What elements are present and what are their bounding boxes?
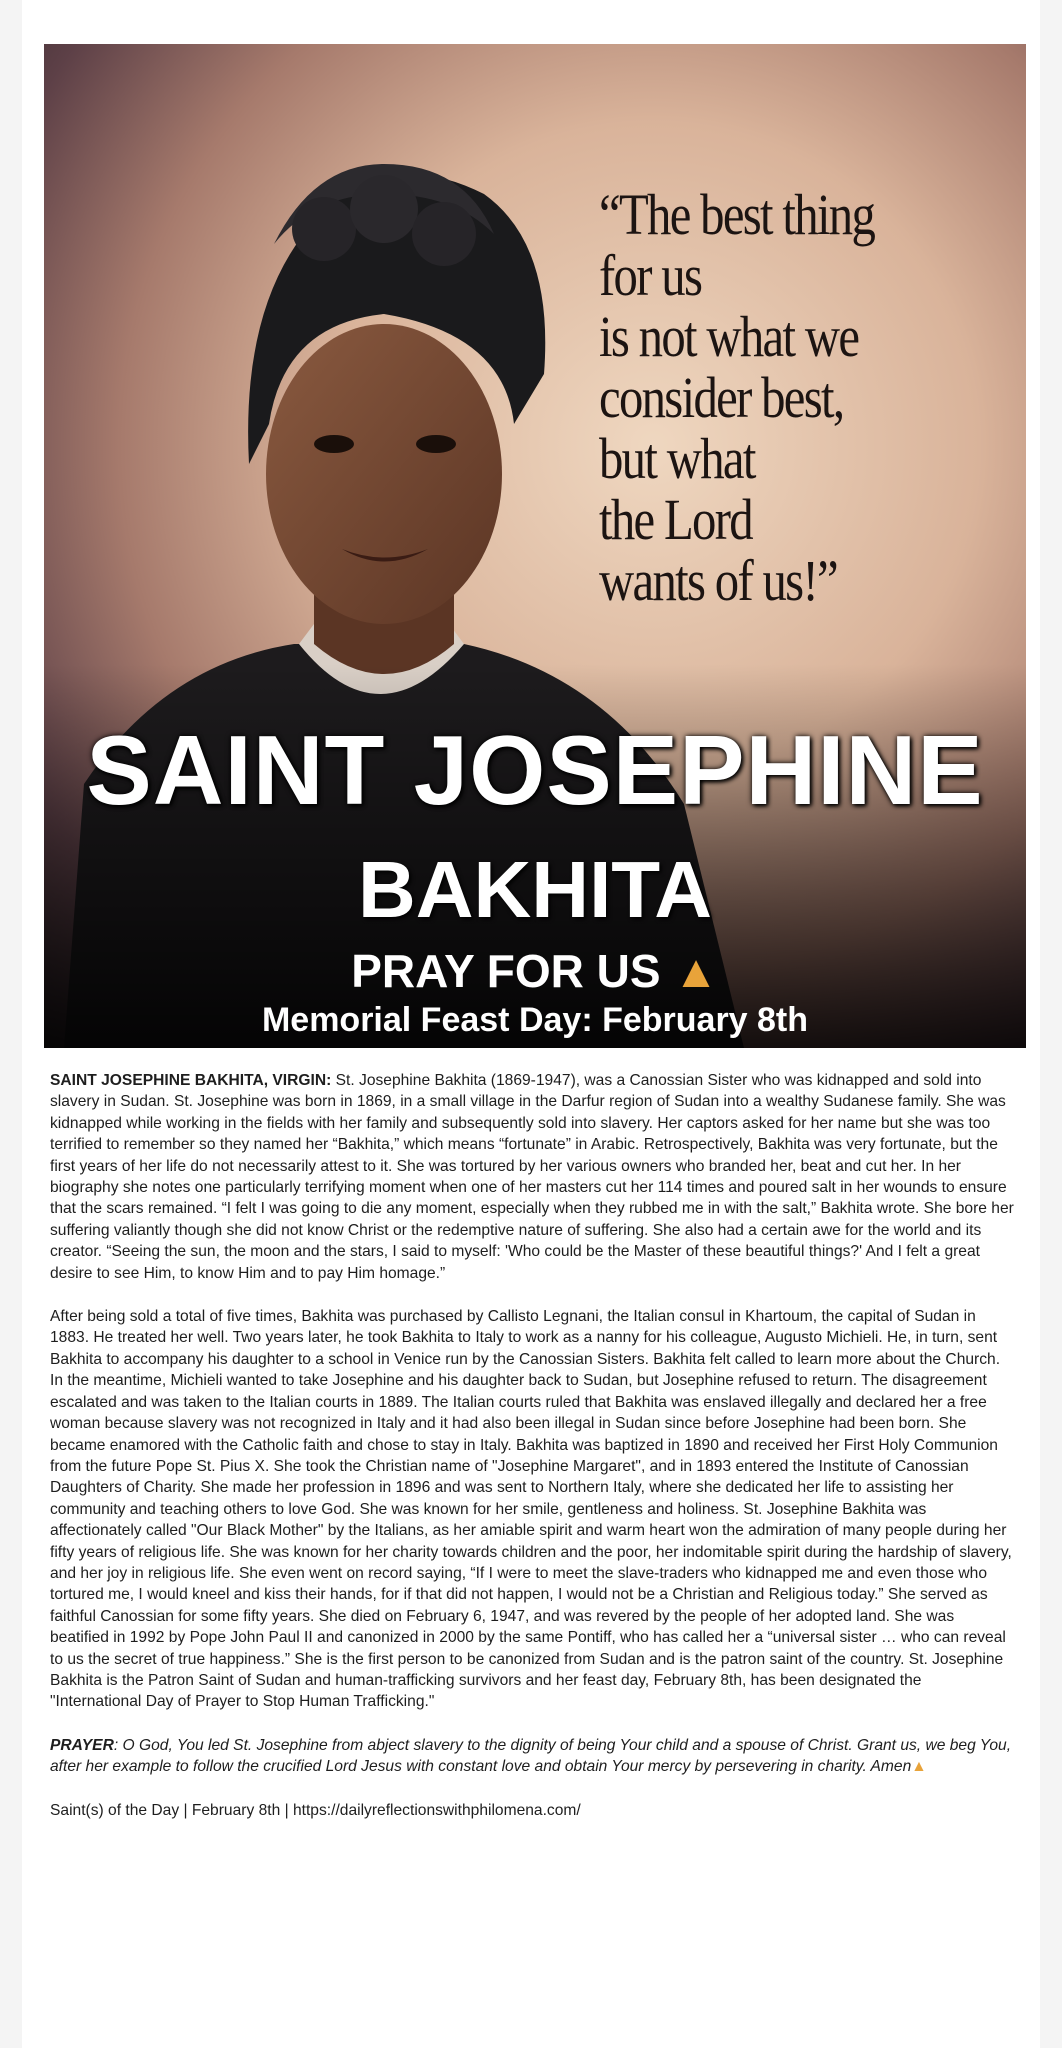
prayer-text: : O God, You led St. Josephine from abject slavery to the dignity of being Your child and a spouse of Christ. Grant us, we beg You, after her example to follow the crucified Lord Jesus with constant love and obtain Your mercy by persevering in charity. Amen: [50, 1736, 1012, 1776]
pray-for-us-text: PRAY FOR US: [351, 945, 661, 997]
article-body: [50, 1070, 1016, 1843]
pray-for-us-line: [44, 944, 1026, 998]
source-footer: Saint(s) of the Day | February 8th | https://dailyreflectionswithphilomena.com/: [50, 1801, 581, 1819]
quote-text: “The best thing for us is not what we consider best, but what the Lord wants of us!”: [599, 182, 875, 613]
article-paragraph-1-body: St. Josephine Bakhita (1869-1947), was a Canossian Sister who was kidnapped and sold into slavery in Sudan. St. Josephine was born in 1869, in a small village in the Darfur region of Sudan into a wealthy Sudanese family. She was kidnapped while working in the fields with her family and subsequently sold into slavery. Her captors asked for her name but she was too terrified to remember so they named her “Bakhita,” which means “fortunate” in Arabic. Retrospectively, Bakhita was very fortunate, but the first years of her life do not necessarily attest to it. She was tortured by her various owners who branded her, beat and cut her. In her biography she notes one particularly terrifying moment when one of her masters cut her 114 times and poured salt in her wounds to ensure that the scars remained. “I felt I was going to die any moment, especially when they rubbed me in with the salt,” Bakhita wrote. She bore her suffering valiantly though she did not know Christ or the redemptive nature of suffering. She also had a certain awe for the world and its creator. “Seeing the sun, the moon and the stars, I said to myself: 'Who could be the Master of these beautiful things?' And I felt a great desire to see Him, to know Him and to pay Him homage.”: [50, 1072, 1014, 1282]
article-lead: SAINT JOSEPHINE BAKHITA, VIRGIN:: [50, 1072, 332, 1089]
saint-name-line1: SAINT JOSEPHINE: [86, 715, 984, 825]
folded-hands-icon: ▲: [673, 945, 719, 997]
prayer-paragraph: [50, 1735, 1016, 1778]
saint-name-line2: BAKHITA: [357, 845, 713, 934]
face: [266, 324, 502, 624]
article-paragraph-1: [50, 1070, 1016, 1284]
folded-hands-icon: ▲: [911, 1758, 927, 1776]
saint-poster-image: [44, 44, 1026, 1048]
article-paragraph-2: After being sold a total of five times, Bakhita was purchased by Callisto Legnani, the Italian consul in Khartoum, the capital of Sudan in 1883. He treated her well. Two years later, he took Bakhita to Italy to work as a nanny for his colleague, Augusto Michieli. He, in turn, sent Bakhita to accompany his daughter to a school in Venice run by the Canossian Sisters. Bakhita felt called to learn more about the Church. In the meantime, Michieli wanted to take Josephine and his daughter back to Sudan, but Josephine refused to return. The disagreement escalated and was taken to the Italian courts in 1889. The Italian courts ruled that Bakhita was enslaved illegally and declared her a free woman because slavery was not recognized in Italy and it had also been illegal in Sudan since before Josephine had been born. She became enamored with the Catholic faith and chose to stay in Italy. Bakhita was baptized in 1890 and received her First Holy Communion from the future Pope St. Pius X. She took the Christian name of "Josephine Margaret", and in 1893 entered the Institute of Canossian Daughters of Charity. She made her profession in 1896 and was sent to Northern Italy, where she dedicated her life to assisting her community and teaching others to love God. She was known for her smile, gentleness and holiness. St. Josephine Bakhita was affectionately called "Our Black Mother" by the Italians, as her amiable spirit and warm heart won the admiration of many people during her fifty years of religious life. She was known for her charity towards children and the poor, her indomitable spirit during the hardship of slavery, and her joy in religious life. She even went on record saying, “If I were to meet the slave-traders who kidnapped me and even those who tortured me, I would kneel and kiss their hands, for if that did not happen, I would not be a Christian and Religious today.” She served as faithful Canossian for some fifty years. She died on February 6, 1947, and was revered by the people of her adopted land. She was beatified in 1992 by Pope John Paul II and canonized in 2000 by the same Pontiff, who has called her a “universal sister … who can reveal to us the secret of true happiness.” She is the first person to be canonized from Sudan and is the patron saint of the country. St. Josephine Bakhita is the Patron Saint of Sudan and human-trafficking survivors and her feast day, February 8th, has been designated the "International Day of Prayer to Stop Human Trafficking.": [50, 1308, 1012, 1711]
feast-day-text: Memorial Feast Day: February 8th: [261, 1001, 809, 1039]
prayer-label: PRAYER: [50, 1736, 114, 1754]
